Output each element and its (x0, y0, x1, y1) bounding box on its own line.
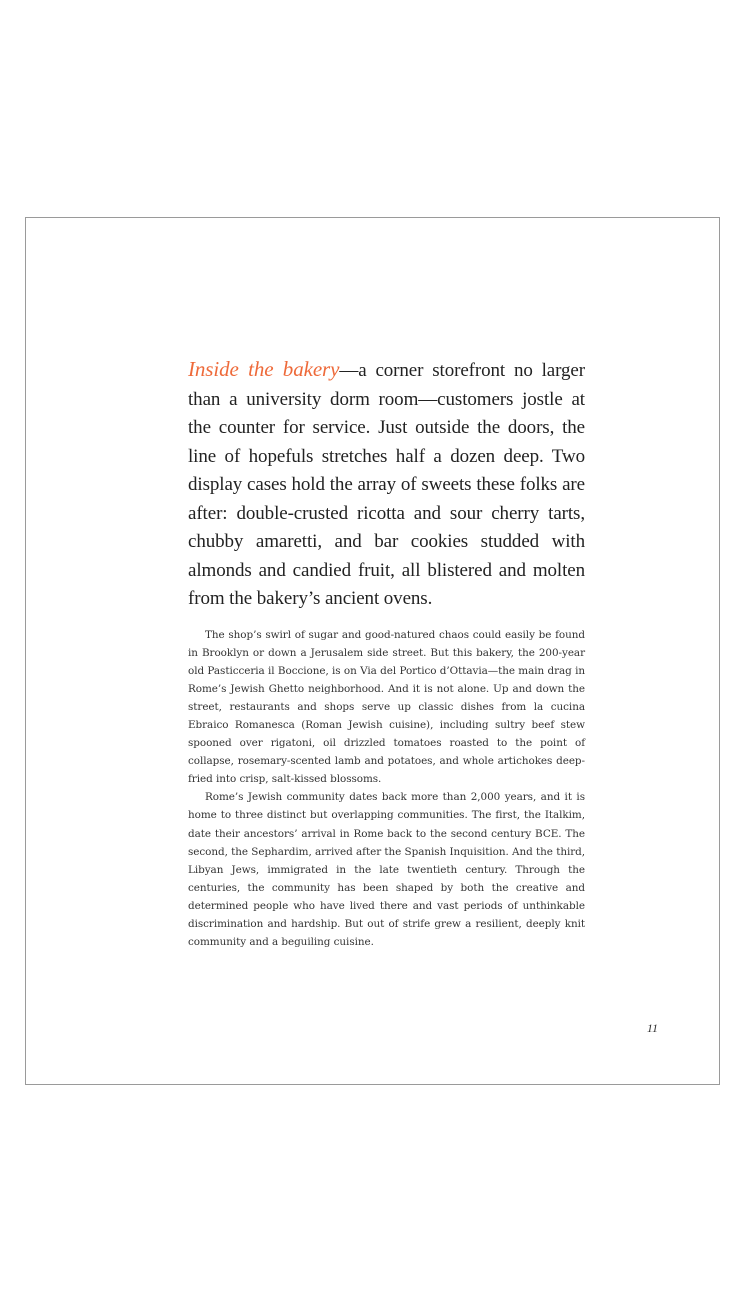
body-paragraph-1: The shop’s swirl of sugar and good-natured chaos could easily be found in Brooklyn or down a Jerusalem side street. But this bakery, the 200-year old Pasticceria il Boccione, is on Via del Portico d’Ottavia—the main drag in Rome’s Jewish Ghetto neighborhood. And it is not alone. Up and down the street, restaurants and shops serve up classic dishes from la cucina Ebraico Romanesca (Roman Jewish cuisine), including sultry beef stew spooned over rigatoni, oil drizzled tomatoes roasted to the point of collapse, rosemary-scented lamb and potatoes, and whole artichokes deep-fried into crisp, salt-kissed blossoms. (188, 628, 585, 786)
page-content (188, 355, 585, 951)
lede-lead-phrase: Inside the bakery (188, 357, 340, 381)
book-page (25, 217, 720, 1085)
page-number: 11 (646, 1021, 658, 1035)
body-paragraph-2: Rome’s Jewish community dates back more than 2,000 years, and it is home to three distinct but overlapping communities. The first, the Italkim, date their ancestors’ arrival in Rome back to the second century BCE. The second, the Sephardim, arrived after the Spanish Inquisition. And the third, Libyan Jews, immigrated in the late twentieth century. Through the centuries, the community has been shaped by both the creative and determined people who have lived there and vast periods of unthinkable discrimination and hardship. But out of strife grew a resilient, deeply knit community and a beguiling cuisine. (188, 791, 585, 949)
lede-paragraph (188, 355, 585, 614)
lede-text: —a corner storefront no larger than a university dorm room—customers jostle at the counter for service. Just outside the doors, the line of hopefuls stretches half a dozen deep. Two display cases hold the array of sweets these folks are after: double-crusted ricotta and sour cherry tarts, chubby amaretti, and bar cookies studded with almonds and candied fruit, all blistered and molten from the bakery’s ancient ovens. (188, 360, 585, 609)
